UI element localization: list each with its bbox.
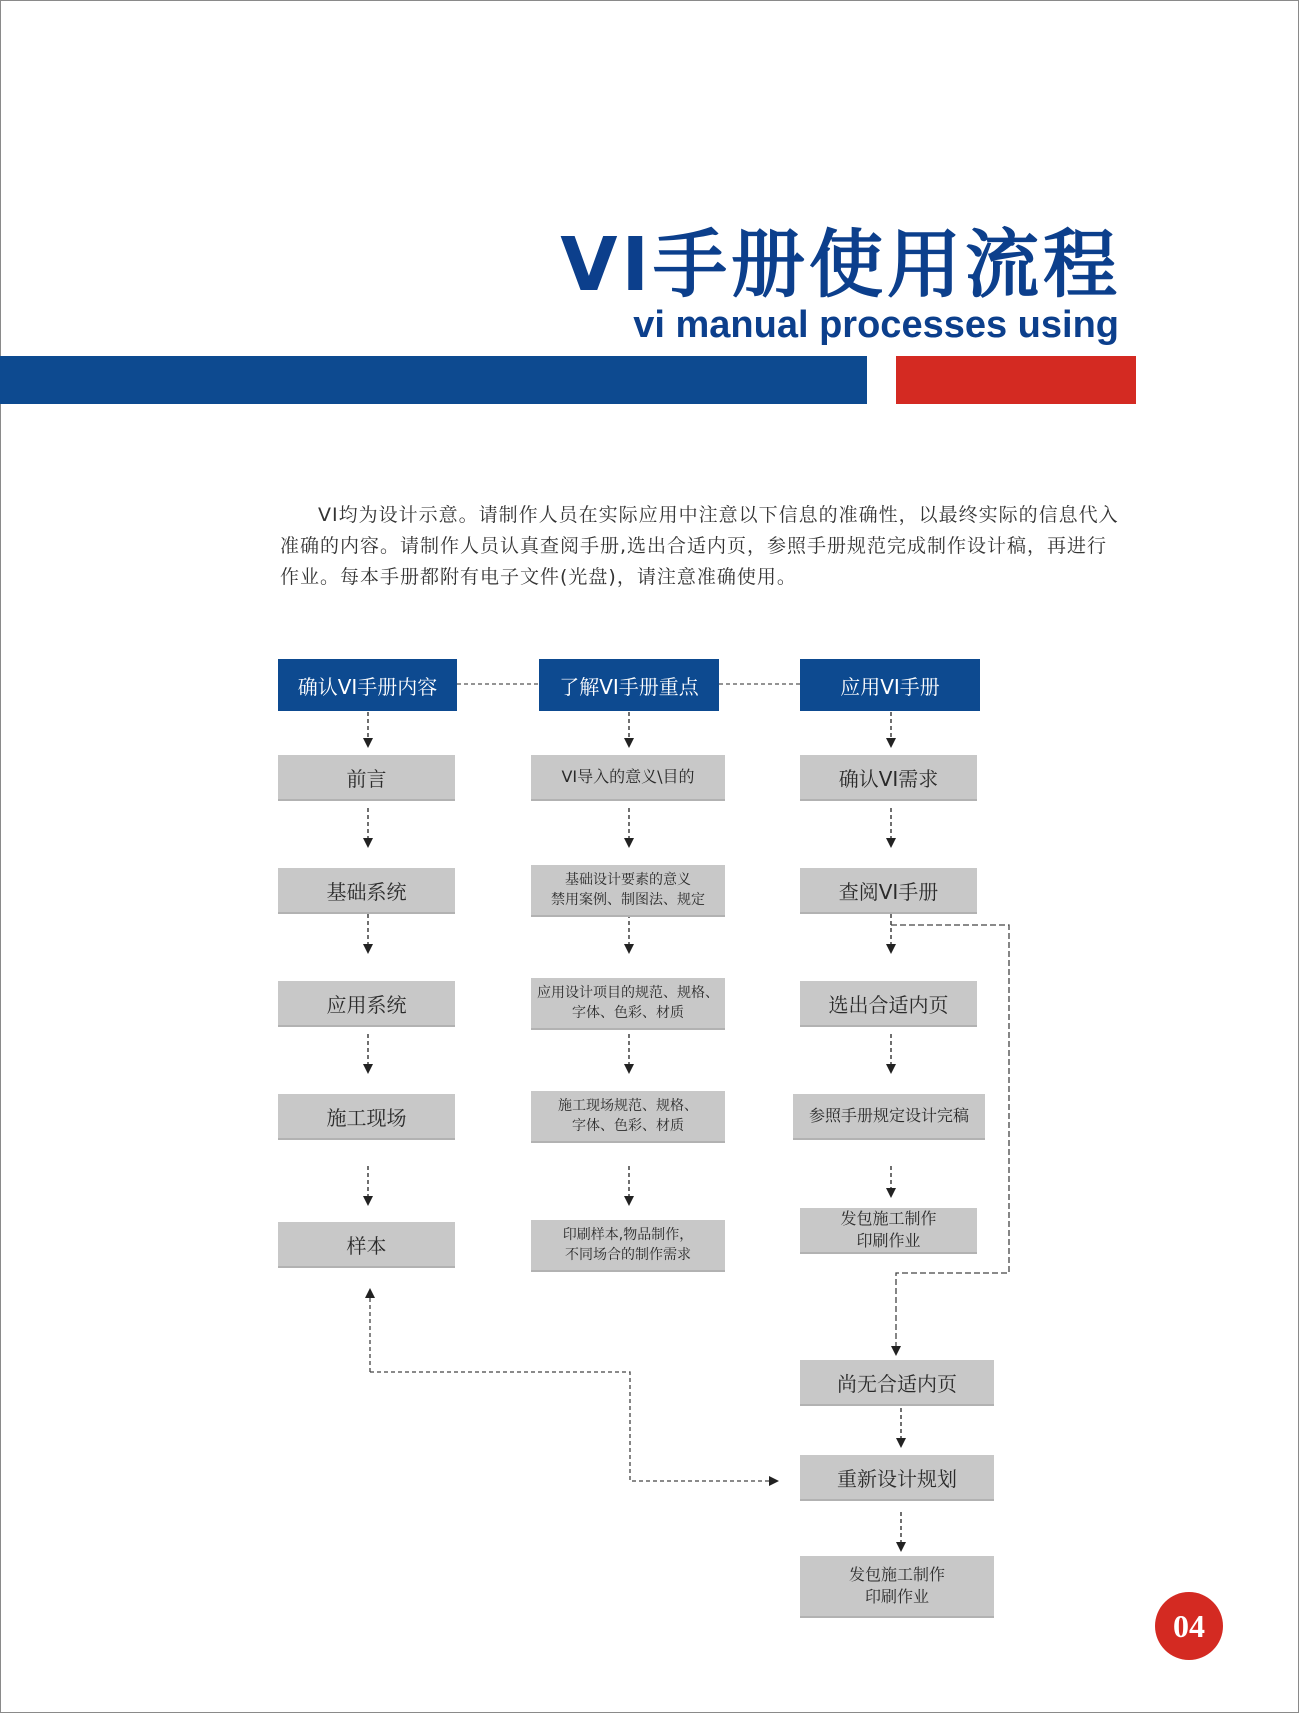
intro-paragraph: VI均为设计示意。请制作人员在实际应用中注意以下信息的准确性，以最终实际的信息代入准确的内容。请制作人员认真查阅手册,选出合适内页，参照手册规范完成制作设计稿，再进行作业。每本手册都附有电子文件(光盘)，请注意准确使用。 [280,504,1119,588]
col2-step-5 [531,1220,725,1270]
col1-step-3: 应用系统 [278,981,455,1025]
col3-header: 应用VI手册 [800,659,980,711]
col2-step-2-line-2: 禁用案例、制图法、规定 [551,892,705,908]
branch-step-3-line-1: 发包施工制作 [848,1565,945,1584]
col1-step-2: 基础系统 [278,868,455,912]
col3-step-2: 查阅VI手册 [800,868,977,912]
col3-step-3: 选出合适内页 [800,981,977,1025]
col2-step-4-line-2: 字体、色彩、材质 [572,1118,684,1134]
col2-step-3 [531,978,725,1028]
col2-step-3-line-2: 字体、色彩、材质 [572,1005,684,1021]
branch-step-2: 重新设计规划 [800,1455,994,1499]
col1-step-1: 前言 [278,755,455,799]
col1-header: 确认VI手册内容 [278,659,457,711]
col2-step-2 [531,865,725,915]
col3-step-1: 确认VI需求 [800,755,977,799]
col1-step-5: 样本 [278,1222,455,1266]
branch-step-1: 尚无合适内页 [800,1360,994,1404]
page-number-badge: 04 [1155,1592,1223,1660]
col3-step-5 [800,1208,977,1252]
col3-step-4: 参照手册规定设计完稿 [793,1094,985,1138]
page-subtitle: vi manual processes using [633,304,1119,346]
col2-step-4-line-1: 施工现场规范、规格、 [558,1098,698,1114]
col2-step-5-line-2: 不同场合的制作需求 [564,1247,691,1263]
col2-step-3-line-1: 应用设计项目的规范、规格、 [537,985,719,1001]
col2-step-1: VI导入的意义\目的 [531,755,725,799]
col2-step-2-line-1: 基础设计要素的意义 [565,872,691,888]
col2-step-4 [531,1091,725,1141]
branch-step-3-line-2: 印刷作业 [864,1587,929,1606]
page-title: VI手册使用流程 [560,222,1121,308]
col1-step-4: 施工现场 [278,1094,455,1138]
branch-step-3 [800,1556,994,1616]
col3-step-5-line-1: 发包施工制作 [840,1209,937,1228]
col2-step-5-line-1: 印刷样本,物品制作， [562,1227,694,1243]
col2-header: 了解VI手册重点 [539,659,719,711]
col3-step-5-line-2: 印刷作业 [856,1231,921,1250]
